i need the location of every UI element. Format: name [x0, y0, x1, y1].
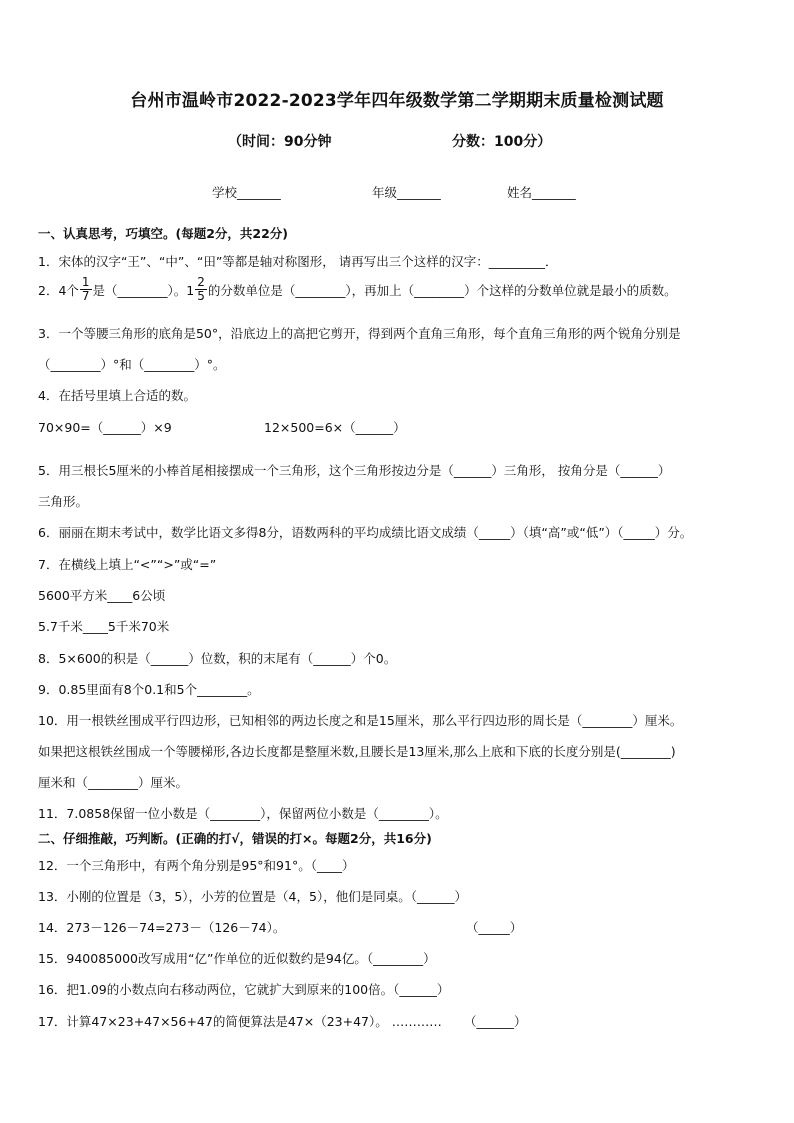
fraction-numerator: 2	[197, 275, 205, 289]
question-4-b: 12×500=6×（______）	[264, 420, 406, 435]
question-14-answer-blank: （_____）	[466, 920, 523, 935]
question-5-line-2: 三角形。	[38, 494, 89, 509]
section-2-heading: 二、仔细推敲，巧判断。(正确的打√，错误的打×。每题2分，共16分)	[38, 831, 432, 846]
question-6: 6．丽丽在期末考试中，数学比语文多得8分，语数两科的平均成绩比语文成绩（_____）（填“高”或“低”）（_____）分。	[38, 525, 693, 540]
question-2	[38, 276, 677, 303]
page-title: 台州市温岭市2022-2023学年四年级数学第二学期期末质量检测试题	[130, 91, 664, 111]
question-10-line-2: 如果把这根铁丝围成一个等腰梯形,各边长度都是整厘米数,且腰长是13厘米,那么上底和下底的长度分别是(________)	[38, 744, 676, 759]
question-3-line-2: （________）°和（________）°。	[38, 357, 226, 372]
question-7: 7．在横线上填上“<”“>”或“=”	[38, 557, 217, 572]
school-field: 学校_______	[212, 185, 281, 200]
fraction-denominator: 5	[197, 289, 205, 303]
question-1: 1．宋体的汉字“王”、“中”、“田”等都是轴对称图形， 请再写出三个这样的汉字：_________．	[38, 254, 558, 269]
question-7-a: 5600平方米____6公顷	[38, 588, 166, 603]
question-11: 11．7.0858保留一位小数是（________），保留两位小数是（________）。	[38, 806, 448, 821]
question-7-b: 5.7千米____5千米70米	[38, 619, 170, 634]
grade-field: 年级_______	[372, 185, 441, 200]
question-5-line-1: 5．用三根长5厘米的小棒首尾相接摆成一个三角形，这个三角形按边分是（______）三角形， 按角分是（______）	[38, 463, 671, 478]
question-4-a: 70×90=（______）×9	[38, 420, 172, 435]
score-label: 分数：100分）	[452, 134, 552, 150]
question-9: 9．0.85里面有8个0.1和5个________。	[38, 682, 260, 697]
fraction-two-fifths	[195, 276, 207, 303]
question-8: 8．5×600的积是（______）位数，积的末尾有（______）个0。	[38, 651, 397, 666]
question-17: 17．计算47×23+47×56+47的简便算法是47×（23+47）。 …………	[38, 1014, 442, 1029]
question-10-line-1: 10．用一根铁丝围成平行四边形，已知相邻的两边长度之和是15厘米，那么平行四边形的周长是（________）厘米。	[38, 713, 683, 728]
question-12: 12．一个三角形中，有两个角分别是95°和91°。（____）	[38, 858, 355, 873]
question-3-line-1: 3．一个等腰三角形的底角是50°，沿底边上的高把它剪开，得到两个直角三角形，每个直角三角形的两个锐角分别是	[38, 326, 681, 341]
fraction-one-seventh	[80, 276, 92, 303]
question-17-answer-blank: （______）	[464, 1014, 527, 1029]
section-1-heading: 一、认真思考，巧填空。(每题2分，共22分)	[38, 226, 289, 241]
question-2-part-c: 的分数单位是（________），再加上（________）个这样的分数单位就是最小的质数。	[207, 282, 677, 298]
question-13: 13．小刚的位置是（3，5），小芳的位置是（4，5），他们是同桌。（______）	[38, 889, 467, 904]
question-16: 16．把1.09的小数点向右移动两位，它就扩大到原来的100倍。（______）	[38, 982, 450, 997]
fraction-denominator: 7	[81, 289, 90, 303]
question-4: 4．在括号里填上合适的数。	[38, 388, 196, 403]
name-field: 姓名_______	[507, 185, 576, 200]
question-2-part-b: 是（________）。1	[92, 282, 195, 298]
question-2-part-a: 2．4个	[38, 282, 79, 298]
time-label: （时间：90分钟	[228, 134, 332, 150]
question-14: 14．273－126－74=273－（126－74）。	[38, 920, 286, 935]
question-10-line-3: 厘米和（________）厘米。	[38, 775, 189, 790]
question-15: 15．940085000改写成用“亿”作单位的近似数约是94亿。（________）	[38, 951, 436, 966]
fraction-numerator: 1	[81, 275, 90, 289]
